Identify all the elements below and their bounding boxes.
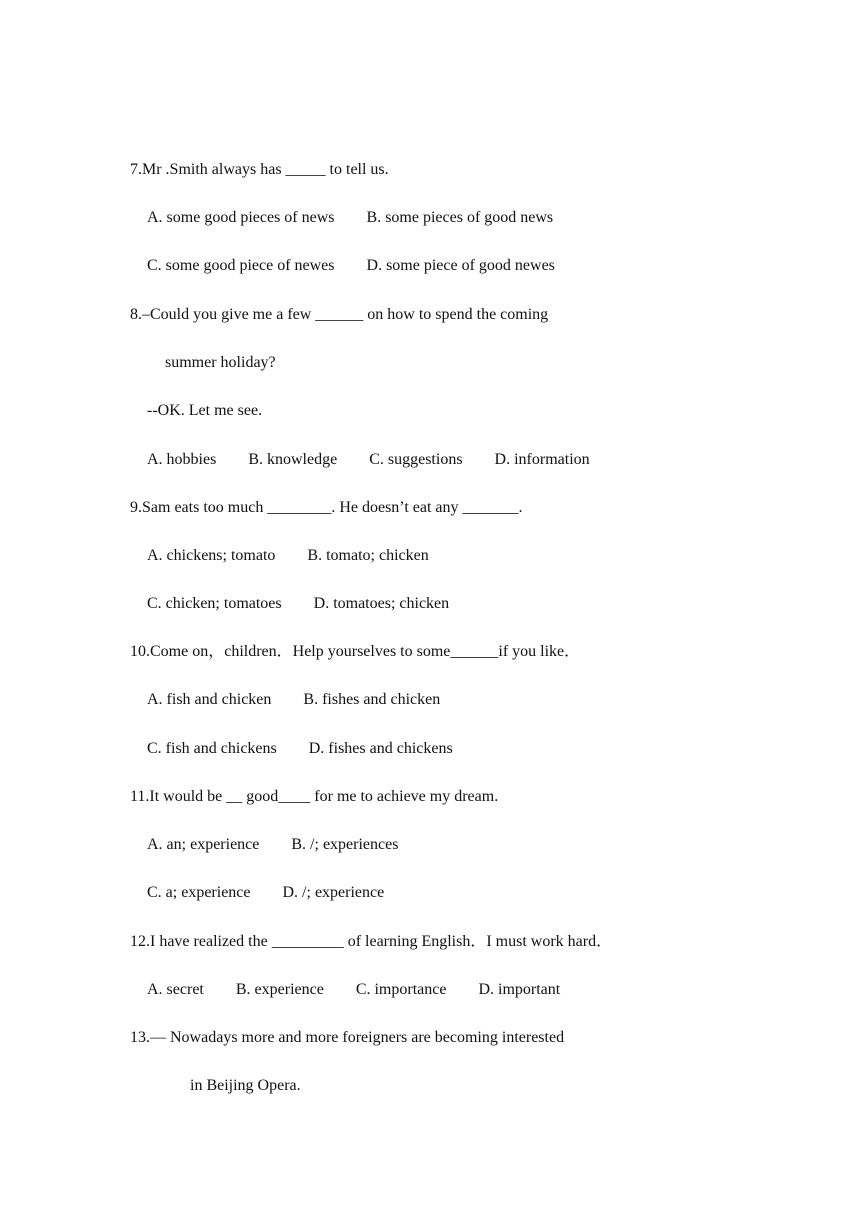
question-9-options-row-1: A. chickens; tomato B. tomato; chicken	[147, 547, 429, 564]
question-9-stem: 9.Sam eats too much ________. He doesn’t eat any _______.	[130, 499, 523, 516]
question-12-options-row-1: A. secret B. experience C. importance D. important	[147, 981, 561, 998]
question-8-reply: --OK. Let me see.	[147, 402, 263, 419]
question-11-options-row-2: C. a; experience D. /; experience	[147, 884, 385, 901]
question-8-stem: 8.–Could you give me a few ______ on how to spend the coming	[130, 306, 549, 323]
question-13-stem: 13.— Nowadays more and more foreigners are becoming interested	[130, 1029, 565, 1046]
question-8-options-row-1: A. hobbies B. knowledge C. suggestions D. information	[147, 451, 590, 468]
question-8-stem-continuation: summer holiday?	[165, 354, 276, 371]
question-10-stem: 10.Come on，children．Help yourselves to some______if you like．	[130, 643, 581, 660]
question-13-stem-continuation: in Beijing Opera.	[190, 1077, 301, 1094]
question-7-stem: 7.Mr .Smith always has _____ to tell us.	[130, 161, 389, 178]
question-11-stem: 11.It would be __ good____ for me to achieve my dream.	[130, 788, 499, 805]
question-7-options-row-1: A. some good pieces of news B. some pieces of good news	[147, 209, 554, 226]
question-12-stem: 12.I have realized the _________ of learning English．I must work hard．	[130, 933, 613, 950]
question-7-options-row-2: C. some good piece of newes D. some piece of good newes	[147, 257, 555, 274]
question-9-options-row-2: C. chicken; tomatoes D. tomatoes; chicken	[147, 595, 450, 612]
question-11-options-row-1: A. an; experience B. /; experiences	[147, 836, 399, 853]
question-10-options-row-1: A. fish and chicken B. fishes and chicken	[147, 691, 441, 708]
question-10-options-row-2: C. fish and chickens D. fishes and chickens	[147, 740, 453, 757]
